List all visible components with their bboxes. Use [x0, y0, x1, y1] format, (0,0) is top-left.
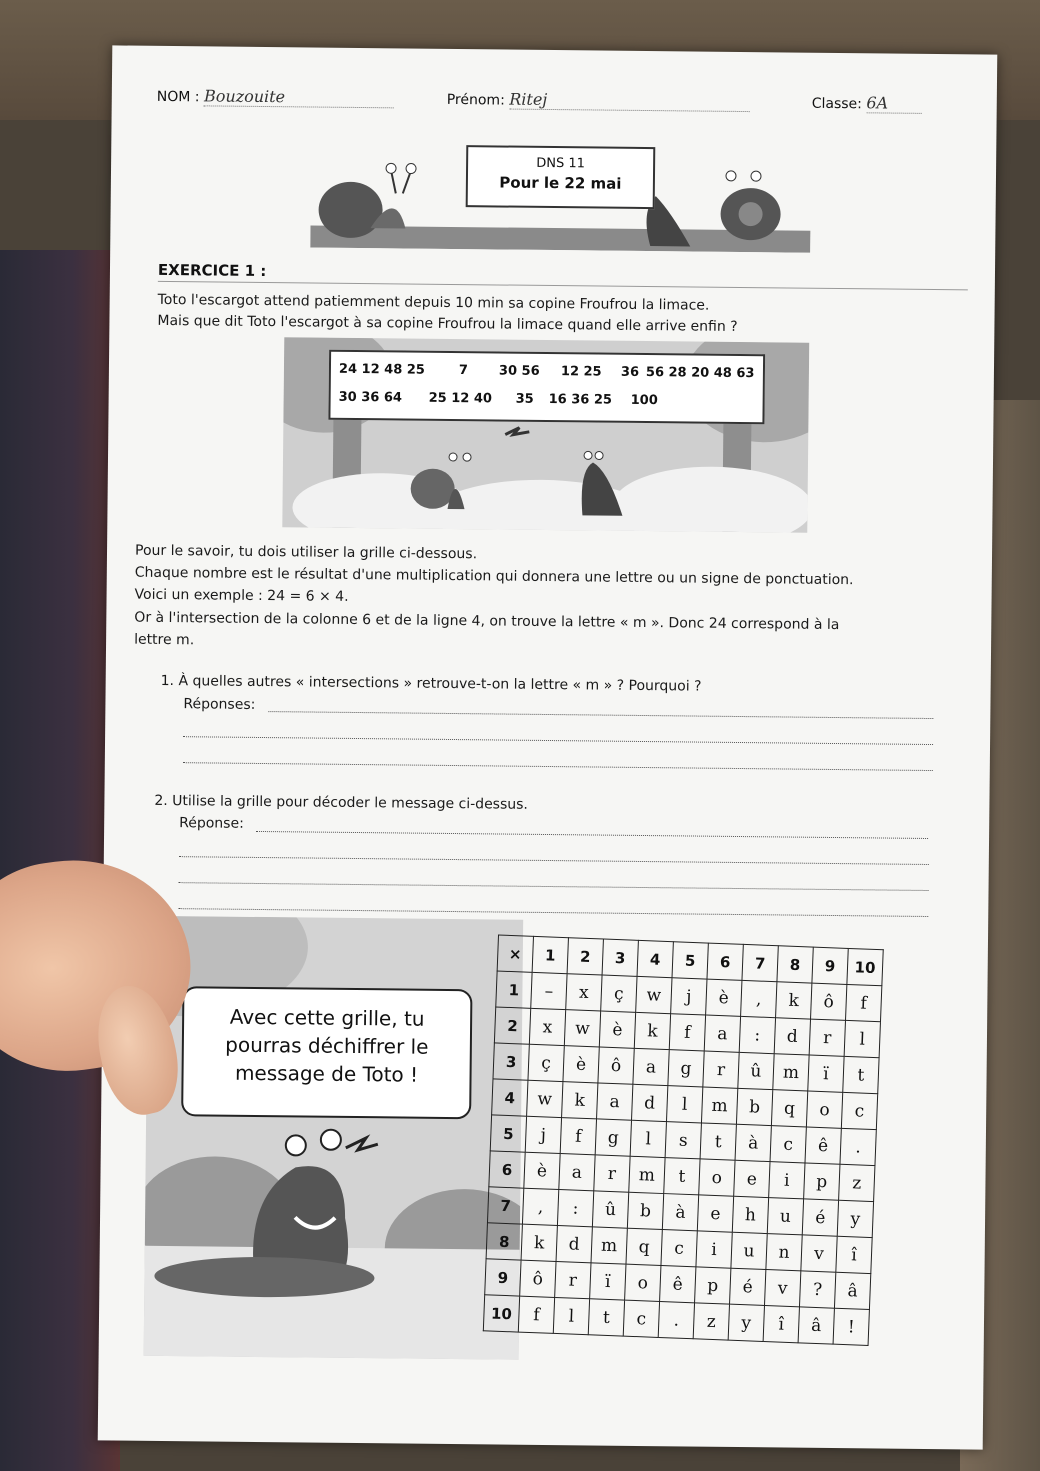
grid-cell: f — [560, 1118, 596, 1155]
grid-cell: b — [627, 1192, 663, 1229]
grid-cell: x — [566, 974, 602, 1011]
grid-col-header: 9 — [812, 947, 848, 984]
instruction-1: Pour le savoir, tu dois utiliser la grille ci-dessous. — [134, 542, 478, 563]
grid-cell: z — [839, 1164, 875, 1201]
grid-cell: , — [741, 980, 777, 1017]
grid-col-header: 6 — [707, 943, 743, 980]
grid-cell: à — [662, 1194, 698, 1231]
grid-cell: é — [802, 1199, 838, 1236]
nom-value: Bouzouite — [204, 86, 394, 108]
answer-2-line[interactable] — [179, 856, 929, 865]
grid-cell: f — [669, 1014, 705, 1051]
grid-cell: ê — [805, 1127, 841, 1164]
grid-cell: â — [798, 1307, 834, 1344]
grid-row-header: 2 — [494, 1007, 530, 1044]
encoded-message-box — [328, 350, 765, 425]
grid-cell: d — [774, 1018, 810, 1055]
intro-line-2: Mais que dit Toto l'escargot à sa copine Froufrou la limace quand elle arrive enfin ? — [157, 312, 738, 335]
grid-cell: à — [735, 1124, 771, 1161]
grid-cell: ô — [598, 1047, 634, 1084]
grid-cell: l — [630, 1120, 666, 1157]
grid-cell: f — [845, 984, 881, 1021]
grid-cell: w — [564, 1010, 600, 1047]
grid-col-header: 4 — [637, 940, 673, 977]
grid-cell: k — [634, 1012, 670, 1049]
grid-cell: p — [695, 1267, 731, 1304]
speech-bubble — [181, 986, 472, 1119]
grid-cell: t — [664, 1158, 700, 1195]
grid-cell: v — [801, 1235, 837, 1272]
grid-cell: z — [693, 1303, 729, 1340]
answer-1-label: Réponses: — [183, 696, 256, 713]
answer-2-line[interactable] — [256, 831, 928, 839]
grid-cell: y — [837, 1200, 873, 1237]
prenom-label: Prénom: — [446, 91, 505, 109]
bubble-line-1: Avec cette grille, tu — [229, 1004, 425, 1031]
grid-row-header: 1 — [496, 971, 532, 1008]
grid-cell: : — [739, 1016, 775, 1053]
grid-cell: l — [844, 1020, 880, 1057]
answer-2-line[interactable] — [178, 908, 928, 917]
grid-cell: g — [595, 1119, 631, 1156]
grid-cell: v — [764, 1270, 800, 1307]
grid-cell: m — [773, 1054, 809, 1091]
intro-line-1: Toto l'escargot attend patiemment depuis 10 min sa copine Froufrou la limace. — [157, 291, 710, 314]
grid-cell: a — [597, 1083, 633, 1120]
grid-cell: ç — [528, 1044, 564, 1081]
toto-background — [144, 916, 524, 1360]
grid-cell: u — [731, 1232, 767, 1269]
grid-cell: r — [703, 1051, 739, 1088]
grid-cell: ç — [601, 975, 637, 1012]
code-group: 100 — [630, 392, 658, 409]
nom-label: NOM : — [156, 88, 200, 106]
grid-col-header: 2 — [567, 938, 603, 975]
instruction-4b: lettre m. — [134, 631, 195, 649]
grid-cell: l — [666, 1086, 702, 1123]
grid-cell: k — [521, 1224, 557, 1261]
grid-row-header: 4 — [492, 1079, 528, 1116]
grid-cell: û — [592, 1191, 628, 1228]
grid-col-header: 10 — [847, 948, 883, 985]
code-group: 30 36 64 — [338, 389, 403, 406]
grid-cell: î — [763, 1305, 799, 1342]
grid-cell: ô — [520, 1260, 556, 1297]
grid-cell: ! — [833, 1308, 869, 1345]
grid-cell: è — [563, 1046, 599, 1083]
instruction-2: Chaque nombre est le résultat d'une multiplication qui donnera une lettre ou un signe de ponctuation. — [134, 564, 854, 589]
grid-cell: â — [834, 1272, 870, 1309]
grid-row-header: 7 — [487, 1187, 523, 1224]
grid-cell: û — [738, 1052, 774, 1089]
grid-cell: c — [770, 1126, 806, 1163]
nom-field — [157, 86, 394, 108]
grid-cell: , — [522, 1188, 558, 1225]
grid-cell: r — [809, 1019, 845, 1056]
grid-cell: q — [626, 1228, 662, 1265]
answer-1-line[interactable] — [183, 736, 933, 745]
grid-cell: h — [732, 1196, 768, 1233]
multiplication-grid — [483, 934, 884, 1346]
worksheet — [98, 45, 998, 1449]
grid-cell: t — [700, 1123, 736, 1160]
grid-cell: c — [661, 1230, 697, 1267]
grid-cell: ï — [808, 1055, 844, 1092]
grid-cell: f — [518, 1296, 554, 1333]
code-group: 16 36 25 — [548, 391, 613, 408]
grid-col-header: 8 — [777, 946, 813, 983]
grid-cell: a — [633, 1048, 669, 1085]
question-1: 1. À quelles autres « intersections » retrouve-t-on la lettre « m » ? Pourquoi ? — [160, 672, 702, 695]
grid-row-header: 8 — [486, 1223, 522, 1260]
question-2: 2. Utilise la grille pour décoder le message ci-dessus. — [154, 792, 529, 813]
grid-cell: i — [769, 1162, 805, 1199]
grid-cell: c — [841, 1092, 877, 1129]
code-group: 25 12 40 — [428, 390, 493, 407]
exercise-title: EXERCICE 1 : — [158, 261, 968, 290]
grid-cell: q — [771, 1090, 807, 1127]
prenom-value: Ritej — [509, 90, 749, 113]
grid-row-header: 10 — [483, 1295, 519, 1332]
grid-cell: é — [730, 1268, 766, 1305]
grid-cell: r — [555, 1261, 591, 1298]
code-group: 36 — [620, 364, 640, 380]
grid-cell: n — [766, 1234, 802, 1271]
title-banner — [466, 145, 656, 209]
answer-2-label: Réponse: — [179, 815, 244, 832]
code-group: 56 28 20 48 63 — [645, 365, 755, 382]
grid-cell: b — [736, 1088, 772, 1125]
grid-row-header: 3 — [493, 1043, 529, 1080]
grid-cell: g — [668, 1050, 704, 1087]
grid-cell: d — [556, 1225, 592, 1262]
grid-corner: × — [497, 935, 533, 972]
grid-cell: e — [697, 1195, 733, 1232]
grid-cell: i — [696, 1231, 732, 1268]
grid-cell: d — [632, 1084, 668, 1121]
grid-cell: m — [701, 1087, 737, 1124]
grid-cell: m — [591, 1227, 627, 1264]
code-group: 30 56 — [498, 363, 540, 379]
grid-cell: j — [525, 1116, 561, 1153]
grid-cell: s — [665, 1122, 701, 1159]
grid-cell: î — [836, 1236, 872, 1273]
answer-1-line[interactable] — [268, 711, 933, 719]
bubble-line-2: pourras déchiffrer le — [225, 1032, 429, 1059]
grid-col-header: 3 — [602, 939, 638, 976]
grid-cell: w — [527, 1080, 563, 1117]
grid-cell: u — [767, 1198, 803, 1235]
grid-cell: t — [588, 1299, 624, 1336]
grid-cell: r — [594, 1155, 630, 1192]
grid-cell: . — [658, 1301, 694, 1338]
answer-1-line[interactable] — [183, 762, 933, 771]
classe-value: 6A — [866, 93, 921, 114]
encoded-message-illustration — [282, 337, 809, 532]
prenom-field — [447, 89, 750, 112]
grid-cell: e — [734, 1160, 770, 1197]
grid-cell: ? — [799, 1271, 835, 1308]
grid-cell: t — [843, 1056, 879, 1093]
grid-col-header: 1 — [532, 936, 568, 973]
classe-field — [812, 93, 922, 114]
grid-cell: o — [806, 1091, 842, 1128]
code-group: 12 25 — [560, 364, 602, 380]
grid-row-header: 9 — [485, 1259, 521, 1296]
grid-cell: : — [557, 1190, 593, 1227]
grid-cell: è — [524, 1152, 560, 1189]
grid-cell: – — [531, 972, 567, 1009]
grid-row-header: 6 — [489, 1151, 525, 1188]
grid-cell: y — [728, 1304, 764, 1341]
classe-label: Classe: — [811, 95, 863, 113]
code-group: 24 12 48 25 — [338, 361, 425, 378]
grid-cell: . — [840, 1128, 876, 1165]
grid-cell: ê — [660, 1265, 696, 1302]
grid-cell: è — [706, 979, 742, 1016]
grid-cell: a — [704, 1015, 740, 1052]
grid-cell: ô — [811, 983, 847, 1020]
grid-cell: k — [776, 982, 812, 1019]
grid-row-header: 5 — [490, 1115, 526, 1152]
instruction-3: Voici un exemple : 24 = 6 × 4. — [134, 586, 349, 605]
toto-illustration — [144, 916, 524, 1360]
grid-cell: è — [599, 1011, 635, 1048]
grid-cell: j — [671, 978, 707, 1015]
grid-cell: o — [699, 1159, 735, 1196]
answer-2-line[interactable] — [179, 882, 929, 891]
grid-cell: ï — [590, 1263, 626, 1300]
code-group: 7 — [458, 363, 469, 379]
grid-cell: l — [553, 1297, 589, 1334]
instruction-4a: Or à l'intersection de la colonne 6 et de la ligne 4, on trouve la lettre « m ». Donc 24 correspond à la — [134, 609, 840, 634]
code-group: 35 — [515, 391, 534, 407]
bubble-line-3: message de Toto ! — [234, 1060, 419, 1087]
grid-cell: k — [562, 1082, 598, 1119]
grid-cell: c — [623, 1300, 659, 1337]
grid-cell: p — [804, 1163, 840, 1200]
grid-col-header: 7 — [742, 944, 778, 981]
grid-cell: a — [559, 1154, 595, 1191]
banner-dns: DNS 11 — [536, 155, 586, 172]
banner-date: Pour le 22 mai — [499, 173, 622, 193]
grid-cell: x — [529, 1008, 565, 1045]
grid-cell: w — [636, 976, 672, 1013]
grid-cell: m — [629, 1156, 665, 1193]
grid-col-header: 5 — [672, 942, 708, 979]
grid-cell: o — [625, 1264, 661, 1301]
